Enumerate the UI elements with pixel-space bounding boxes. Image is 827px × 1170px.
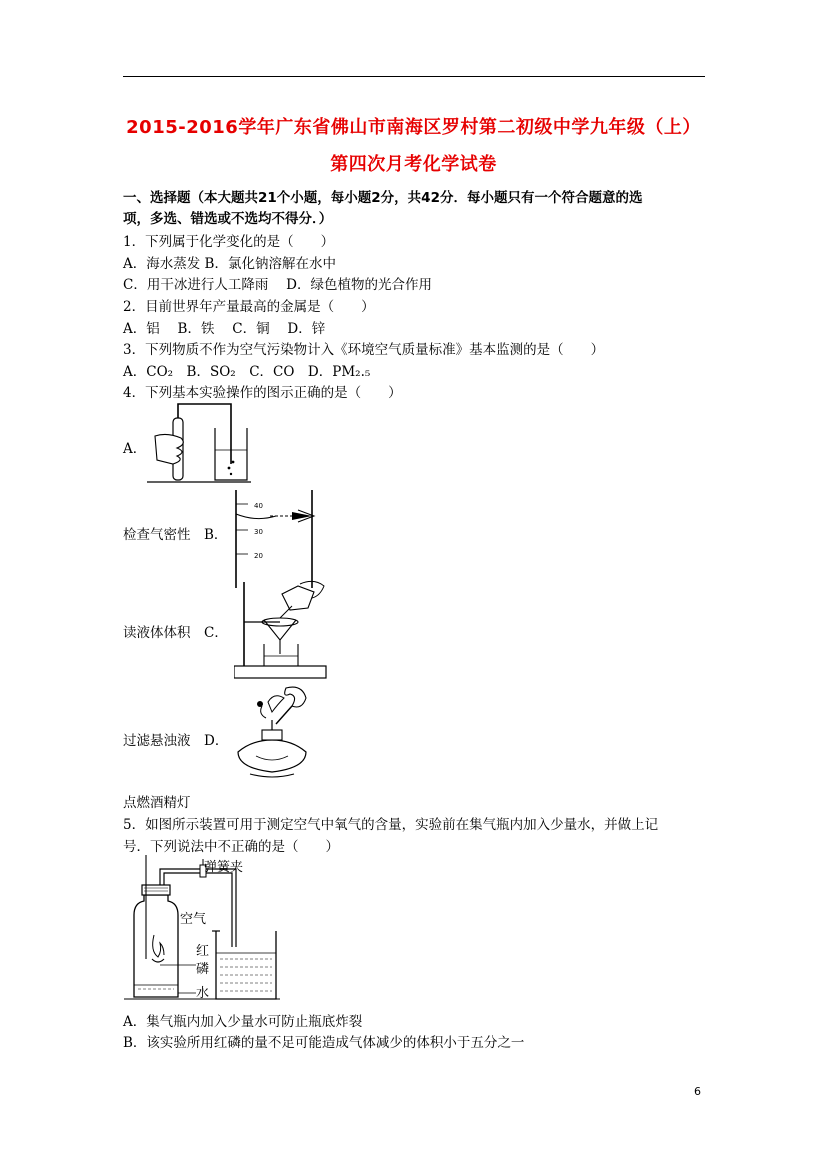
q4-label-d: 过滤悬浊液 D． — [123, 733, 229, 749]
q1-options-line1: A．海水蒸发 B．氯化钠溶解在水中 — [123, 256, 336, 272]
cylinder-tick-30: 30 — [254, 528, 263, 536]
q5-stem-line1: 5．如图所示装置可用于测定空气中氧气的含量，实验前在集气瓶内加入少量水，并做上记 — [123, 817, 659, 833]
graduated-cylinder-figure — [230, 490, 320, 588]
exam-title-line2: 第四次月考化学试卷 — [330, 154, 497, 175]
q5-option-b: B．该实验所用红磷的量不足可能造成气体减少的体积小于五分之一 — [123, 1035, 525, 1051]
q5-option-a: A．集气瓶内加入少量水可防止瓶底炸裂 — [123, 1014, 363, 1030]
q2-options: A．铝 B．铁 C．铜 D．锌 — [123, 321, 326, 337]
q4-label-b: 检查气密性 B． — [123, 527, 228, 543]
oxygen-measurement-apparatus — [124, 855, 282, 1001]
q5-stem-line2: 号．下列说法中不正确的是（ ） — [123, 839, 339, 855]
q4-label-a: A． — [123, 441, 147, 457]
cylinder-tick-20: 20 — [254, 552, 263, 560]
airtightness-check-figure — [147, 398, 253, 484]
alcohol-lamp-figure — [232, 684, 312, 782]
section-heading-line1: 一、选择题（本大题共21个小题，每小题2分，共42分．每小题只有一个符合题意的选 — [123, 190, 643, 206]
q3-stem: 3．下列物质不作为空气污染物计入《环境空气质量标准》基本监测的是（ ） — [123, 342, 605, 358]
q2-stem: 2．目前世界年产量最高的金属是（ ） — [123, 299, 375, 315]
label-water: 水 — [196, 986, 210, 1001]
q4-label-end: 点燃酒精灯 — [123, 795, 191, 811]
q1-options-line2: C．用干冰进行人工降雨 D．绿色植物的光合作用 — [123, 277, 432, 293]
header-rule — [123, 76, 705, 77]
q4-label-c: 读液体体积 C． — [123, 625, 228, 641]
label-air: 空气 — [180, 912, 207, 927]
exam-title-line1: 2015-2016学年广东省佛山市南海区罗村第二初级中学九年级（上） — [126, 117, 701, 138]
label-phosphorus: 磷 — [196, 962, 210, 977]
q1-stem: 1．下列属于化学变化的是（ ） — [123, 234, 335, 250]
section-heading-line2: 项，多选、错选或不选均不得分．） — [123, 211, 333, 227]
label-spring-clamp: 弹簧夹 — [204, 860, 244, 875]
cylinder-tick-40: 40 — [254, 502, 263, 510]
q4-stem: 4．下列基本实验操作的图示正确的是（ ） — [123, 385, 402, 401]
label-red: 红 — [196, 944, 210, 959]
page-number: 6 — [694, 1085, 701, 1098]
filtration-figure — [234, 578, 328, 680]
q3-options: A．CO₂ B．SO₂ C．CO D．PM₂.₅ — [123, 364, 371, 380]
